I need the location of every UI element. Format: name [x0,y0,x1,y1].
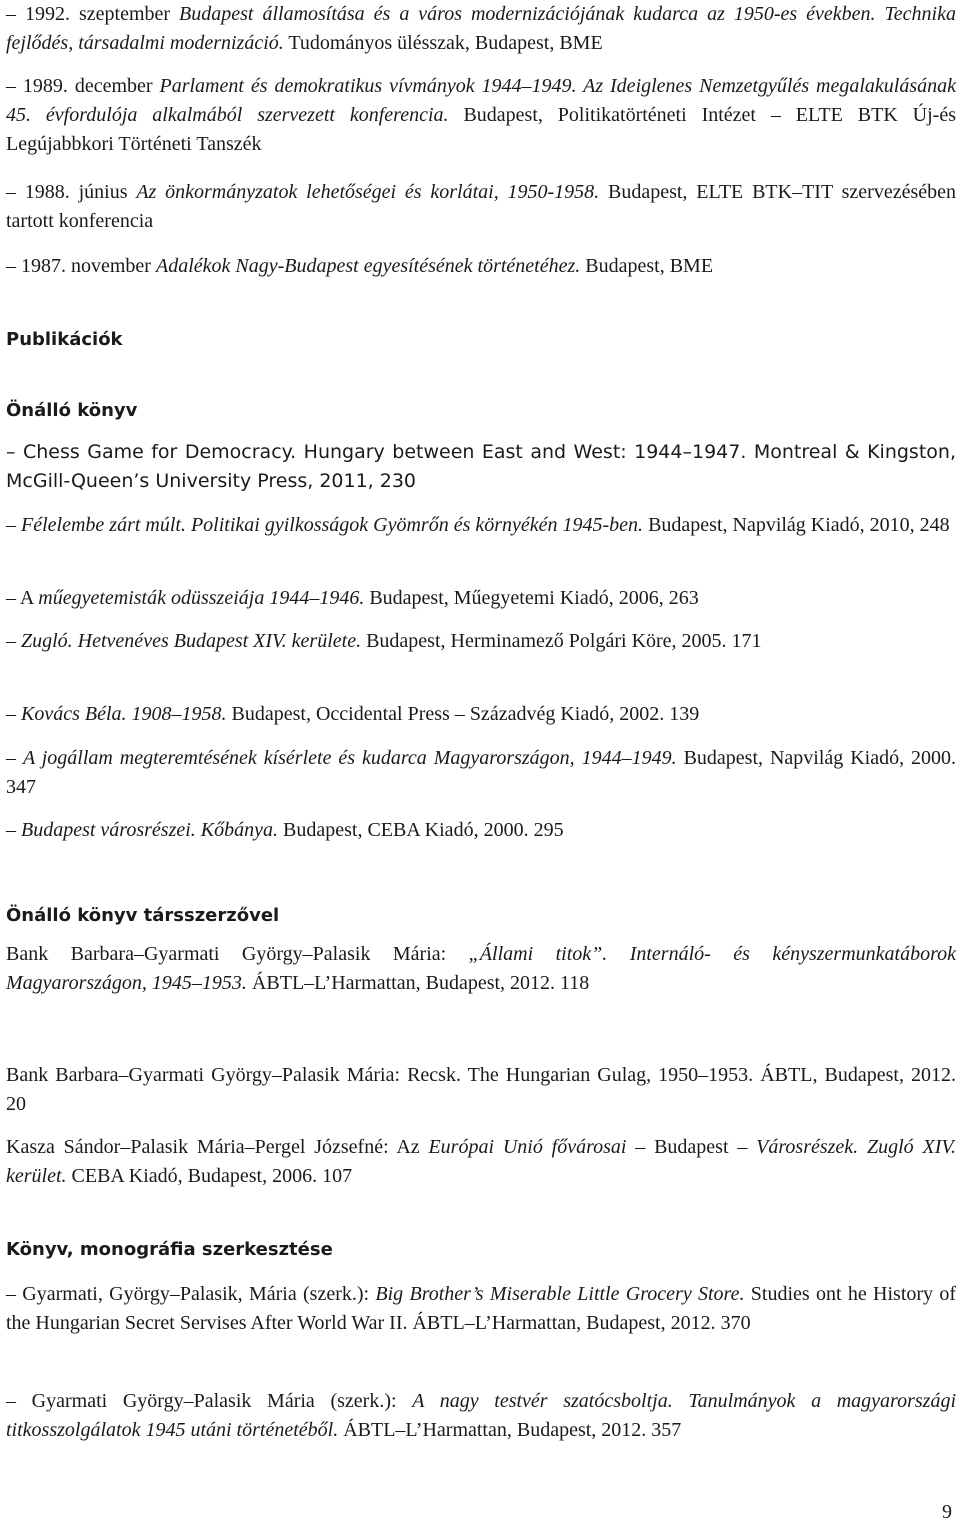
text-segment: – [6,514,21,536]
italic-title-segment: A jogállam megteremtésének kísérlete és kudarca Magyarországon, 1944–1949. [22,747,677,769]
italic-title-segment: Budapest városrészei. Kőbánya. [21,819,279,841]
text-segment: Kasza Sándor–Palasik Mária–Pergel Józsefné: Az [6,1136,429,1158]
text-segment: Budapest, Herminamező Polgári Köre, 2005. 171 [361,630,762,652]
book-item [6,627,762,656]
edited-heading: Könyv, monográfia szerkesztése [6,1239,333,1260]
conference-item [6,72,956,159]
text-segment: – 1987. november [6,255,156,277]
conference-item [6,178,956,236]
book-item [6,438,956,496]
italic-title-segment: Big Brother’s Miserable Little Grocery Store. [375,1283,745,1305]
text-segment: Tudományos ülésszak, Budapest, BME [283,32,603,54]
text-segment: CEBA Kiadó, Budapest, 2006. 107 [66,1165,353,1187]
book-item [6,511,950,540]
text-segment: ÁBTL–L’Harmattan, Budapest, 2012. 118 [246,972,590,994]
publications-heading: Publikációk [6,329,123,350]
text-segment: – A [6,587,39,609]
text-segment: – Gyarmati, György–Palasik, Mária (szerk.): [6,1283,376,1305]
coauthored-item [6,1061,956,1119]
book-item [6,744,956,802]
coauthored-heading: Önálló könyv társszerzővel [6,905,280,926]
page-number: 9 [942,1501,952,1523]
text-segment: – [6,747,23,769]
text-segment: – Gyarmati György–Palasik Mária (szerk.): [6,1390,413,1412]
text-segment: – [6,703,21,725]
books-heading: Önálló könyv [6,400,138,421]
italic-title-segment: Adalékok Nagy-Budapest egyesítésének történetéhez. [155,255,581,277]
italic-title-segment: A nagy testvér szatócsboltja. Tanulmányok a magyarországi titkosszolgálatok 1945 utáni történetéből. [6,1390,956,1441]
italic-title-segment: Az önkormányzatok lehetőségei és korlátai, 1950-1958. [136,181,600,203]
text-segment: Budapest, Politikatörténeti Intézet – ELTE BTK Új-és Legújabbkori Történeti Tanszék [6,104,956,155]
conference-item [6,0,956,58]
text-segment: Bank Barbara–Gyarmati György–Palasik Mária: [6,943,469,965]
italic-title-segment: Budapest államosítása és a város modernizációjának kudarca az 1950-es években. Technika fejlődés, társadalmi modernizáció. [6,3,956,54]
italic-title-segment: Félelembe zárt múlt. Politikai gyilkosságok Gyömrőn és környékén 1945-ben. [21,514,644,536]
text-segment: – Budapest – [626,1136,757,1158]
text-segment: Budapest, BME [580,255,714,277]
text-segment: Studies ont he History of the Hungarian Secret Servises After World War II. ÁBTL–L’Harmattan, Budapest, 2012. 370 [6,1283,956,1334]
italic-title-segment: Európai Unió fővárosai [428,1136,627,1158]
text-segment: Budapest, Napvilág Kiadó, 2000. 347 [6,747,957,798]
text-segment: Budapest, CEBA Kiadó, 2000. 295 [278,819,564,841]
text-segment: Budapest, Műegyetemi Kiadó, 2006, 263 [364,587,699,609]
text-segment: Budapest, Napvilág Kiadó, 2010, 248 [643,514,950,536]
coauthored-item [6,940,956,998]
text-segment: – [6,630,21,652]
conference-item [6,252,713,281]
italic-title-segment: műegyetemisták odüsszeiája 1944–1946. [38,587,365,609]
text-segment: Bank Barbara–Gyarmati György–Palasik Mária: Recsk. The Hungarian Gulag, 1950–1953. ÁBTL, Budapest, 2012. 20 [6,1064,956,1115]
text-segment: – [6,819,21,841]
coauthored-item [6,1133,956,1191]
text-segment: ÁBTL–L’Harmattan, Budapest, 2012. 357 [338,1419,682,1441]
text-segment: – 1989. december [6,75,160,97]
text-segment: Budapest, Occidental Press – Századvég Kiadó, 2002. 139 [226,703,700,725]
italic-title-segment: Városrészek. Zugló XIV. kerület. [6,1136,956,1187]
italic-title-segment: Parlament és demokratikus vívmányok 1944–1949. Az Ideiglenes Nemzetgyűlés megalakulásának 45. évfordulója alkalmából szervezett konferencia. [6,75,956,126]
book-item [6,584,699,613]
italic-title-segment: „Állami titok”. Internáló- és kényszermunkatáborok Magyarországon, 1945–1953. [6,943,956,994]
text-segment: – 1992. szeptember [6,3,180,25]
book-item [6,700,699,729]
book-item [6,816,564,845]
edited-item [6,1280,956,1338]
italic-title-segment: Kovács Béla. 1908–1958. [21,703,227,725]
italic-title-segment: Zugló. Hetvenéves Budapest XIV. kerülete. [21,630,362,652]
text-segment: – Chess Game for Democracy. Hungary between East and West: 1944–1947. Montreal & Kingston, McGill-Queen’s University Press, 2011, 230 [6,441,956,492]
edited-item [6,1387,956,1445]
text-segment: – 1988. június [6,181,137,203]
text-segment: Budapest, ELTE BTK–TIT szervezésében tartott konferencia [6,181,956,232]
